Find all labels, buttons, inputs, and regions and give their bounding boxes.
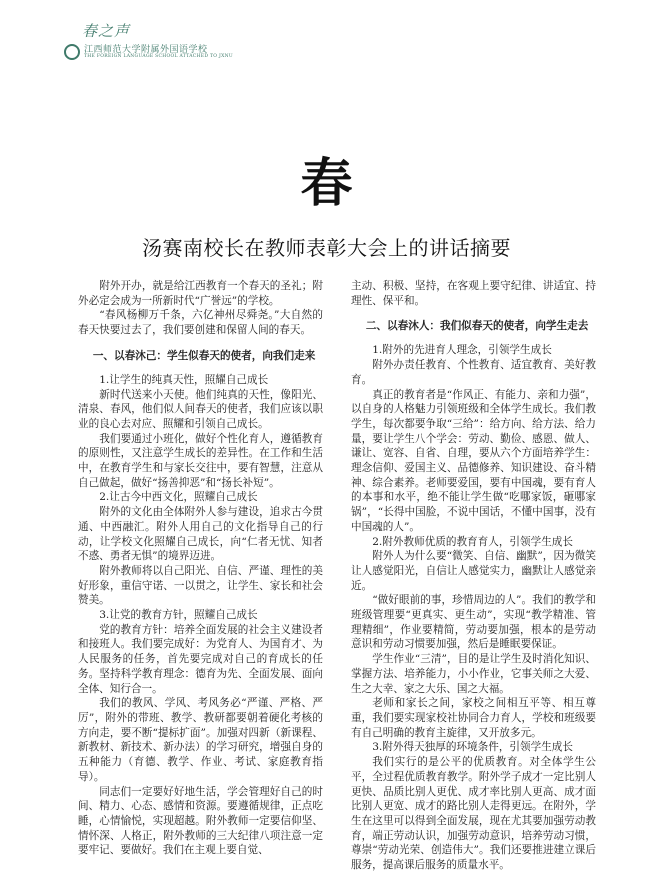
subsection-heading: 2.让古今中西文化，照耀自己成长 xyxy=(99,491,258,504)
paragraph: 我们的教风、学风、考风务必“严谨、严格、严厉”，附外的带班、教学、教研都要朝着硬化考核的方向走，要不断“提标扩面”。加强对四新（新课程、新教材、新技术、新办法）的学习研究，增强自身的五种能力（育德、教学、作业、考试、家庭教育指导）。 xyxy=(78,697,323,783)
paragraph: 我们要通过小班化，做好个性化育人，遵循教育的原则性，又注意学生成长的差异性。在工作和生活中，在教育学生和与家长交往中，要有智慧，注意从自己做起，做好“扬善抑恶”和“扬长补短”。 xyxy=(78,432,323,489)
paragraph: 老师和家长之间，家校之间相互平等、相互尊重，我们要实现家校社协同合力育人，学校和班级要有自己明确的教育主旋律，又开放多元。 xyxy=(351,697,596,739)
school-seal-icon xyxy=(64,44,80,60)
subsection-heading: 3.附外得天独厚的环境条件，引领学生成长 xyxy=(372,741,573,754)
school-name-en: THE FOREIGN LANGUAGE SCHOOL ATTACHED TO JXNU xyxy=(84,54,233,59)
paragraph: 附外教师将以自己阳光、自信、严谨、理性的美好形象，重信守诺、一以贯之，让学生、家长和社会赞美。 xyxy=(78,564,323,607)
paragraph: 主动、积极、坚持，在客观上要守纪律、讲适宜、持理性、保平和。 xyxy=(351,280,596,307)
paragraph: 党的教育方针：培养全面发展的社会主义建设者和接班人。我们要完成好：为党育人、为国育才、为人民服务的任务，首先要完成对自己的育成长的任务。坚持科学教育理念：德育为先、全面发展、面向全体、知行合一。 xyxy=(78,623,323,695)
article-subtitle: 汤赛南校长在教师表彰大会上的讲话摘要 xyxy=(142,236,511,260)
left-column xyxy=(78,279,323,858)
paragraph: 新时代送来小天使。他们纯真的天性，像阳光、清泉、春风，他们似人间春天的使者，我们应该以职业的良心去对应、照耀和引领自己成长。 xyxy=(78,388,323,430)
paragraph: 附外人为什么要“微笑、自信、幽默”，因为微笑让人感觉阳光，自信让人感觉实力，幽默让人感觉亲近。 xyxy=(351,550,596,592)
subsection-heading: 2.附外教师优质的教育育人，引领学生成长 xyxy=(372,535,573,548)
paragraph: 学生作业“三清”，目的是让学生及时消化知识、掌握方法、培养能力，小小作业，它事关师之大爱、生之大幸、家之大乐、国之大福。 xyxy=(351,653,596,695)
section-heading: 二、以春沐人：我们似春天的使者，向学生走去 xyxy=(365,320,589,333)
article-title: 春 xyxy=(300,153,353,214)
paragraph: “做好眼前的事，珍惜周边的人”。我们的教学和班级管理要“更真实、更生动”，实现“教学精准、管理精细”，作业要精简，劳动要加强，根本的是劳动意识和劳动习惯要加强，然后是睡眠要保证。 xyxy=(351,594,596,651)
school-name: 江西师范大学附属外国语学校 xyxy=(84,45,208,55)
right-column xyxy=(351,279,596,873)
subsection-heading: 1.让学生的纯真天性，照耀自己成长 xyxy=(99,373,269,386)
subsection-heading: 3.让党的教育方针，照耀自己成长 xyxy=(99,609,258,622)
paragraph: 真正的教育者是“作风正、有能力、亲和力强”，以自身的人格魅力引领班级和全体学生成长。我们教学生，每次都要争取“三给”：给方向、给方法、给力量，要让学生八个学会：劳动、勤俭、感恩、做人、谦让、宽容、自省、自理，要从六个方面培养学生：理念信仰、爱国主义、品德修养、知识建设、奋斗精神、综合素养。老师要爱国，要有中国魂，要有育人的本事和水平，绝不能让学生做“吃哪家饭，砸哪家锅”，“长得中国脸，不说中国话，不懂中国事，没有中国魂的人”。 xyxy=(351,388,596,533)
paragraph: 同志们一定要好好地生活，学会管理好自己的时间、精力、心态、感情和资源。要遵循规律，正点吃睡，心情愉悦，实现超越。附外教师一定要信仰坚、情怀深、人格正，附外教师的三大纪律八项注意一定要牢记、要做好。我们在主观上要自觉、 xyxy=(78,785,323,857)
paragraph: 附外办责任教育、个性教育、适宜教育、美好教育。 xyxy=(351,359,596,386)
masthead xyxy=(62,20,302,66)
paragraph: 附外开办，就是给江西教育一个春天的圣礼；附外必定会成为一所新时代“广誉远”的学校。 xyxy=(78,280,323,307)
section-heading: 一、以春沐己：学生似春天的使者，向我们走来 xyxy=(92,349,316,362)
paragraph: 附外的文化由全体附外人参与建设，追求古今贯通、中西融汇。附外人用自己的文化指导自己的行动，让学校文化照耀自己成长，向“仁者无忧、知者不惑、勇者无惧”的境界迈进。 xyxy=(78,506,323,563)
subsection-heading: 1.附外的先进育人理念，引领学生成长 xyxy=(372,344,552,357)
paragraph: 我们实行的是公平的优质教育。对全体学生公平，全过程优质教育教学。附外学子成才一定比别人更快、品质比别人更优、成才率比别人更高、成才面比别人更宽、成才的路比别人走得更远。在附外，学生在这里可以得到全面发展，现在尤其要加强劳动教育，端正劳动认识，加强劳动意识，培养劳动习惯，尊崇“劳动光荣、创造伟大”。我们还要推进建立课后服务，提高课后服务的质量水平。 xyxy=(351,756,596,872)
paragraph: “春风杨柳万千条，六亿神州尽舜尧。”大自然的春天快要过去了，我们要创建和保留人间的春天。 xyxy=(78,309,323,337)
magazine-brand: 春之声 xyxy=(82,22,131,40)
